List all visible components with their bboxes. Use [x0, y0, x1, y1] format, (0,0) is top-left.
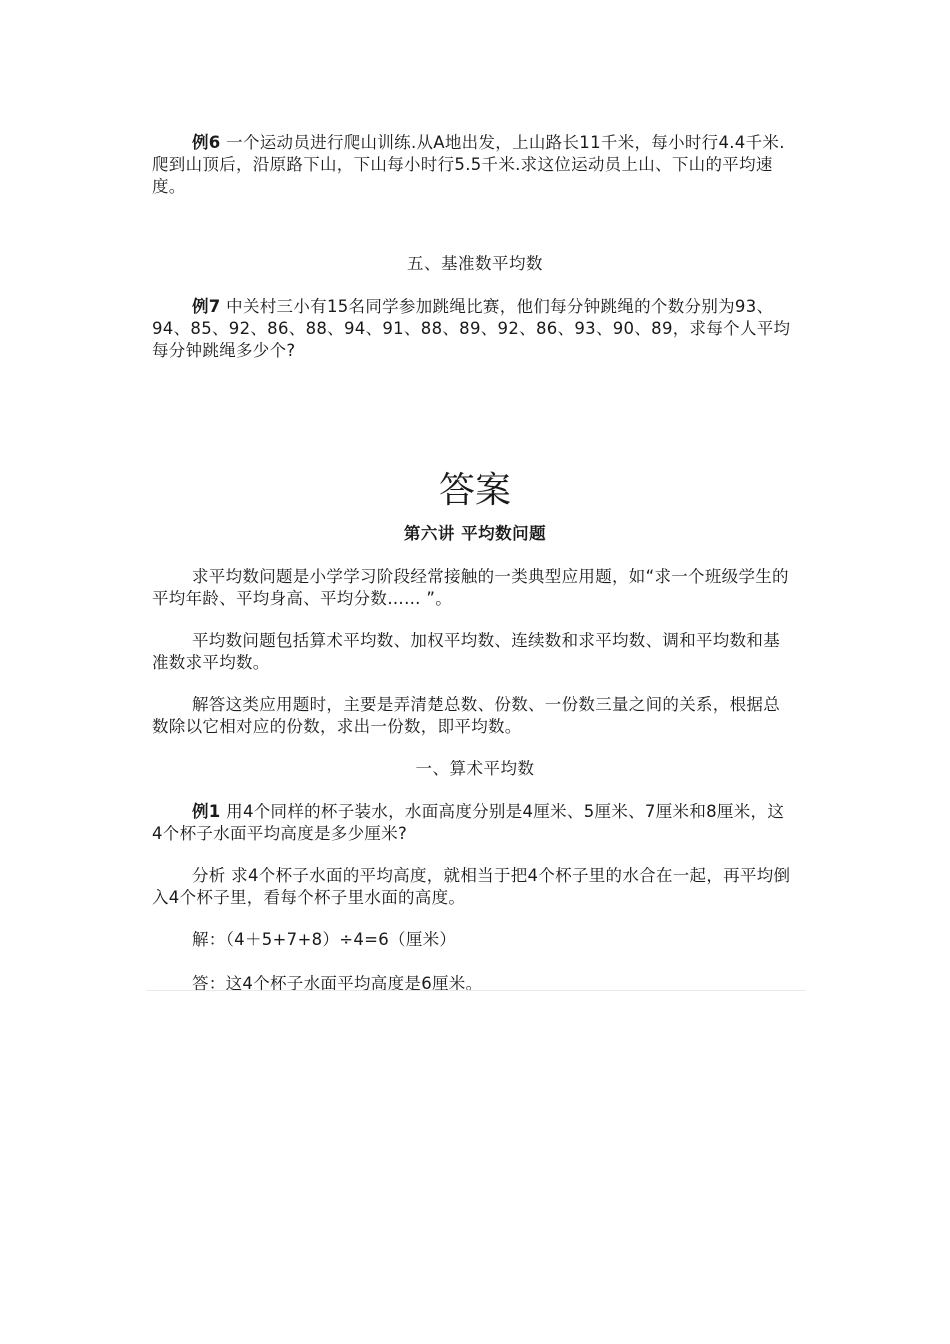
solution-line: 解：（4＋5+7+8）÷4=6（厘米） — [192, 930, 457, 949]
answer-line: 答：这4个杯子水面平均高度是6厘米。 — [192, 974, 483, 990]
example-6-label: 例6 — [192, 133, 221, 152]
section-1-heading: 一、算术平均数 — [415, 759, 535, 778]
example-7-paragraph — [152, 296, 792, 362]
analysis-paragraph: 分析 求4个杯子水面的平均高度，就相当于把4个杯子里的水合在一起，再平均倒入4个杯子里，看每个杯子里水面的高度。 — [152, 866, 791, 907]
example-1-label: 例1 — [192, 802, 221, 821]
intro-paragraph-3: 解答这类应用题时，主要是弄清楚总数、份数、一份数三量之间的关系，根据总数除以它相对应的份数，求出一份数，即平均数。 — [152, 695, 780, 736]
example-6-text: 一个运动员进行爬山训练.从A地出发，上山路长11千米，每小时行4.4千米.爬到山顶后，沿原路下山，下山每小时行5.5千米.求这位运动员上山、下山的平均速度。 — [152, 133, 785, 196]
example-1-text: 用4个同样的杯子装水，水面高度分别是4厘米、5厘米、7厘米和8厘米，这4个杯子水面平均高度是多少厘米? — [152, 802, 785, 843]
lecture-title: 第六讲 平均数问题 — [403, 524, 547, 543]
example-7-label: 例7 — [192, 297, 221, 316]
intro-paragraph-1: 求平均数问题是小学学习阶段经常接触的一类典型应用题，如“求一个班级学生的平均年龄、平均身高、平均分数…… ”。 — [152, 567, 789, 608]
answers-title: 答案 — [438, 470, 511, 511]
intro-paragraph-2: 平均数问题包括算术平均数、加权平均数、连续数和求平均数、调和平均数和基准数求平均数。 — [152, 631, 780, 672]
section-5-heading: 五、基准数平均数 — [407, 254, 543, 273]
example-6-paragraph — [152, 132, 792, 198]
example-7-text: 中关村三小有15名同学参加跳绳比赛，他们每分钟跳绳的个数分别为93、94、85、92、86、88、94、91、88、89、92、86、93、90、89，求每个人平均每分钟跳绳多少个? — [152, 297, 791, 360]
example-1-paragraph — [152, 801, 792, 845]
page-cut-divider — [146, 990, 806, 991]
